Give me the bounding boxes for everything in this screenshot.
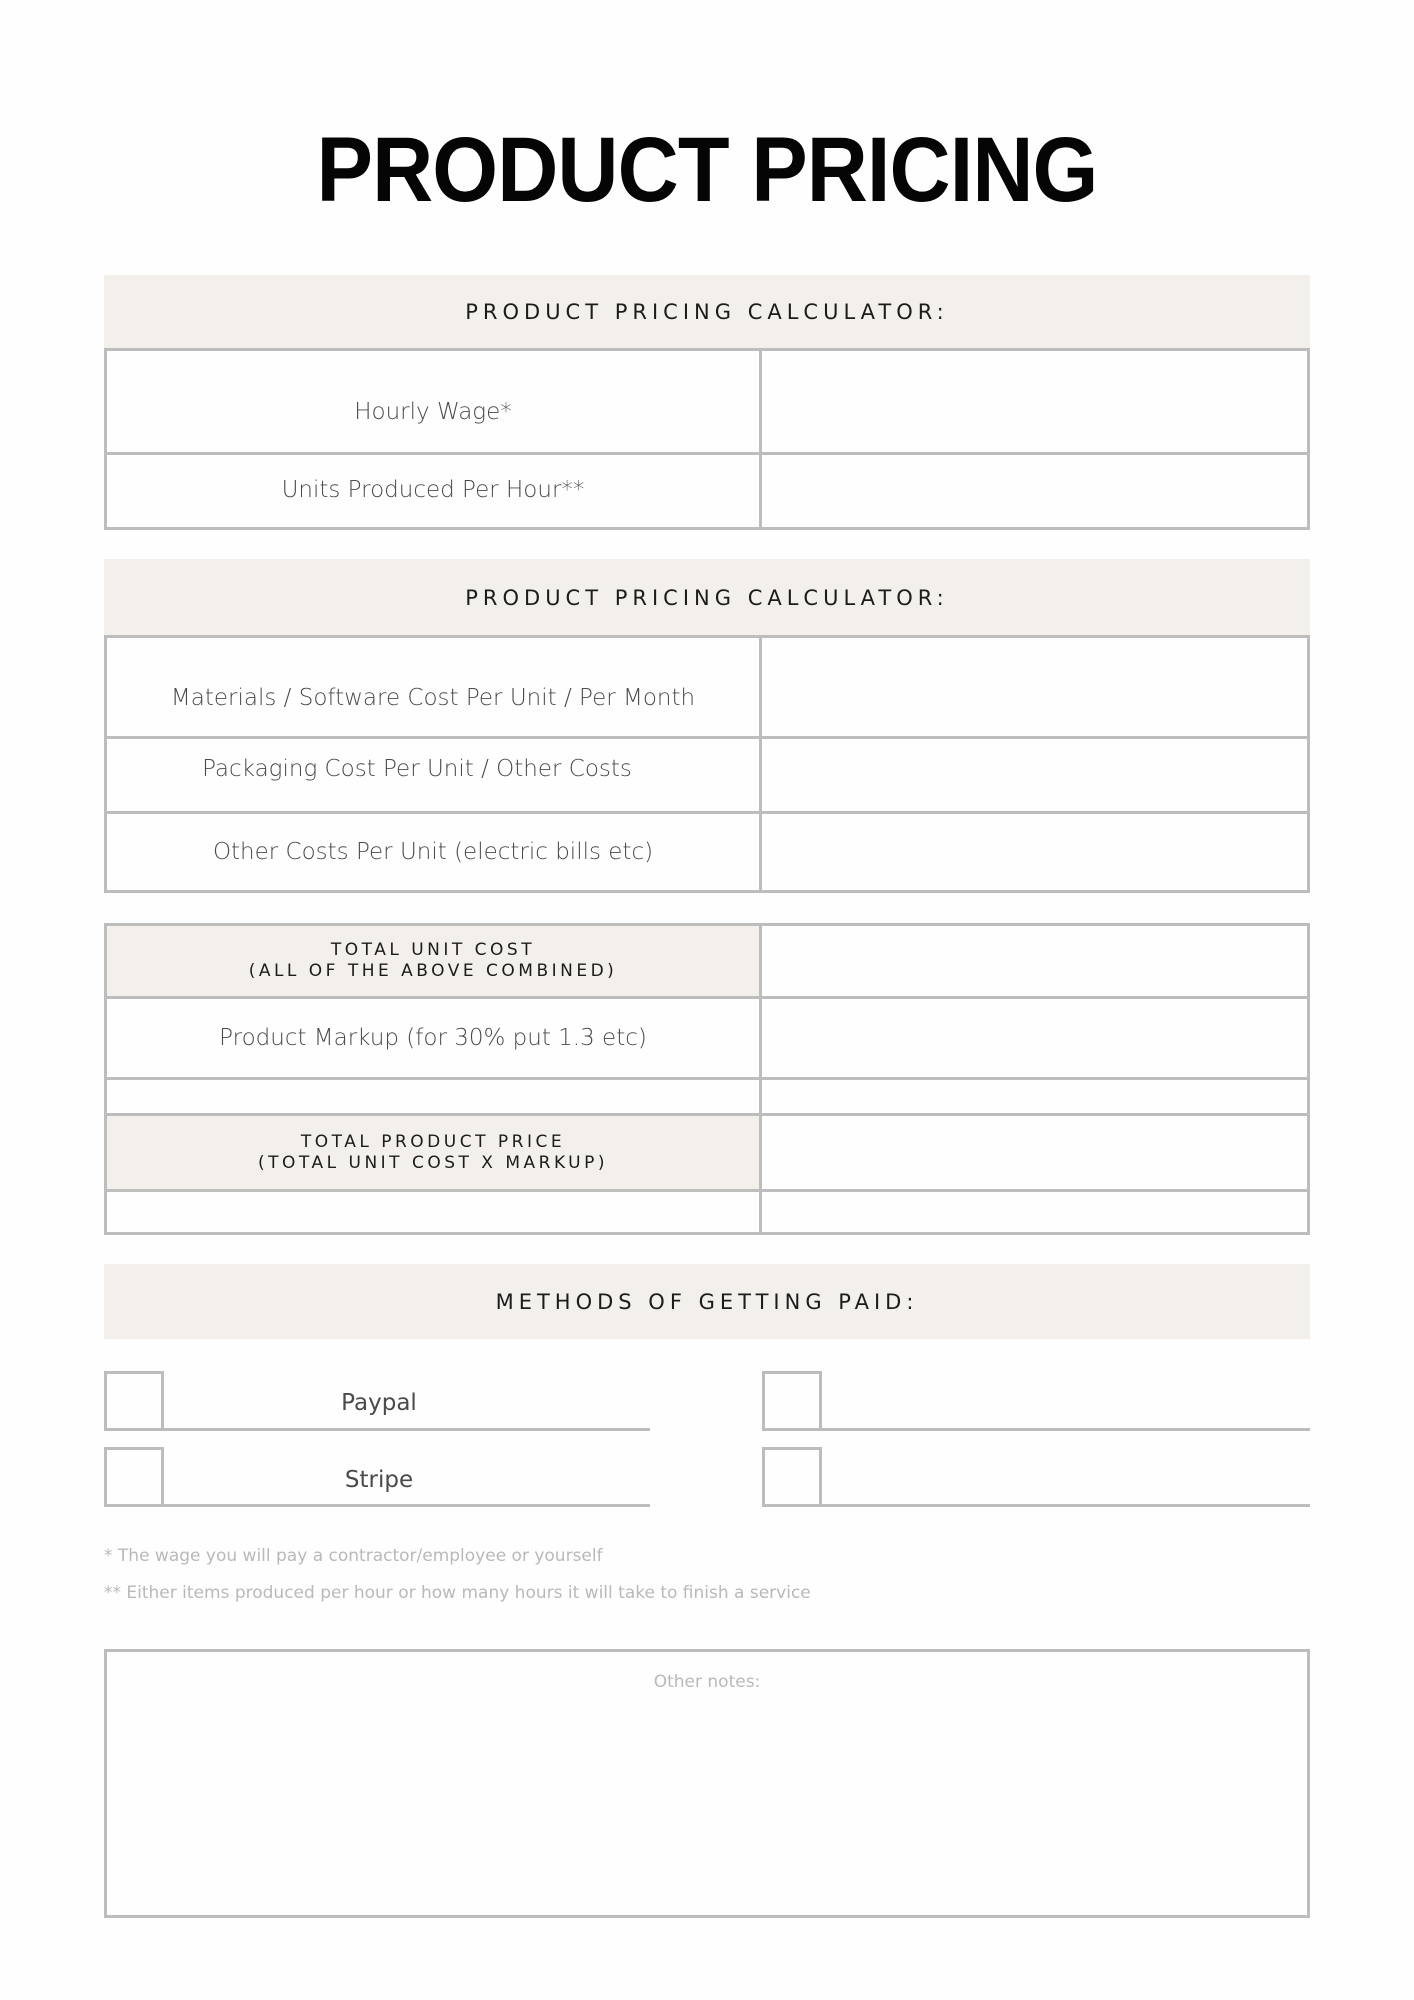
materials-cost-input[interactable] [762, 638, 1307, 736]
blank-row-label [107, 1192, 759, 1232]
total-product-price-subtitle: (TOTAL UNIT COST X MARKUP) [258, 1152, 608, 1173]
other-notes-box[interactable] [104, 1649, 1310, 1918]
total-product-price-label [107, 1116, 759, 1189]
custom-method-1-checkbox[interactable] [762, 1371, 822, 1429]
total-unit-cost-subtitle: (ALL OF THE ABOVE COMBINED) [248, 961, 618, 981]
units-per-hour-input[interactable] [762, 455, 1307, 527]
stripe-label: Stripe [344, 1467, 414, 1493]
product-markup-label: Product Markup (for 30% put 1.3 etc) [219, 1025, 647, 1051]
paypal-label: Paypal [341, 1390, 417, 1416]
custom-method-2-checkbox[interactable] [762, 1447, 822, 1505]
stripe-underline [104, 1504, 650, 1507]
section1-header: PRODUCT PRICING CALCULATOR: [104, 275, 1310, 349]
paypal-underline [104, 1428, 650, 1431]
total-product-price-title: TOTAL PRODUCT PRICE [300, 1131, 566, 1152]
hourly-wage-input[interactable] [762, 351, 1307, 452]
total-unit-cost-title: TOTAL UNIT COST [330, 940, 536, 960]
column-divider [759, 926, 762, 1232]
paypal-checkbox[interactable] [104, 1371, 164, 1429]
packaging-cost-input[interactable] [762, 739, 1307, 811]
stripe-checkbox[interactable] [104, 1447, 164, 1505]
other-costs-input[interactable] [762, 814, 1307, 890]
total-product-price-input[interactable] [762, 1116, 1307, 1189]
payment-header: METHODS OF GETTING PAID: [104, 1264, 1310, 1339]
hourly-wage-label: Hourly Wage* [354, 399, 512, 425]
total-unit-cost-label [107, 926, 759, 996]
total-unit-cost-input[interactable] [762, 926, 1307, 996]
custom-method-1-underline [762, 1428, 1310, 1431]
section2-header: PRODUCT PRICING CALCULATOR: [104, 559, 1310, 636]
materials-cost-label: Materials / Software Cost Per Unit / Per Month [170, 685, 696, 711]
product-markup-input[interactable] [762, 999, 1307, 1077]
blank-row-input[interactable] [762, 1192, 1307, 1232]
custom-method-2-underline [762, 1504, 1310, 1507]
other-notes-label: Other notes: [653, 1672, 761, 1692]
packaging-cost-label: Packaging Cost Per Unit / Other Costs [202, 756, 632, 782]
page-title: PRODUCT PRICING [316, 119, 1098, 221]
blank-row-label [107, 1080, 759, 1113]
units-per-hour-label: Units Produced Per Hour** [281, 476, 585, 503]
blank-row-input[interactable] [762, 1080, 1307, 1113]
footnote-units: ** Either items produced per hour or how many hours it will take to finish a service [104, 1583, 811, 1603]
other-costs-label: Other Costs Per Unit (electric bills etc) [212, 839, 654, 865]
footnote-wage: * The wage you will pay a contractor/employee or yourself [104, 1546, 603, 1566]
